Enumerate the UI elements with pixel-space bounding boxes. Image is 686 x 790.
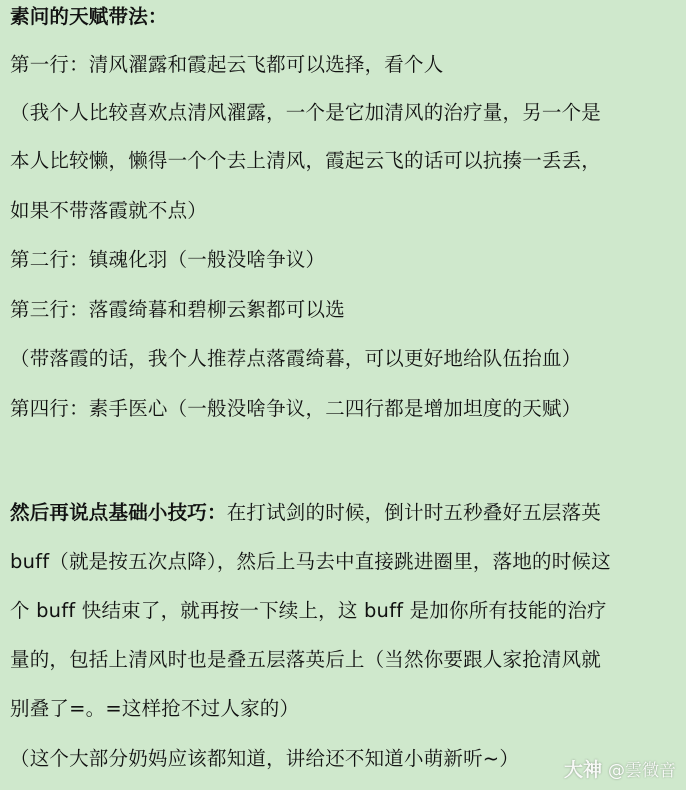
talent-note-line-2: 本人比较懒，懒得一个个去上清风，霞起云飞的话可以抗揍一丢丢， — [10, 149, 602, 172]
tips-line-4: 量的，包括上清风时也是叠五层落英后上（当然你要跟人家抢清风就 — [10, 648, 602, 671]
talent-row-4: 第四行：素手医心（一般没啥争议，二四行都是增加坦度的天赋） — [10, 397, 582, 420]
talent-row-3-note: （带落霞的话，我个人推荐点落霞绮暮，可以更好地给队伍抬血） — [10, 347, 582, 370]
document-title: 素问的天赋带法： — [10, 5, 168, 28]
talent-note-line-1: （我个人比较喜欢点清风濯露，一个是它加清风的治疗量，另一个是 — [10, 101, 602, 124]
tips-line-3: 个 buff 快结束了，就再按一下续上，这 buff 是加你所有技能的治疗 — [10, 599, 607, 622]
tips-line-6: （这个大部分奶妈应该都知道，讲给还不知道小萌新听~） — [10, 747, 520, 770]
watermark-logo: 大神 — [563, 759, 602, 781]
talent-row-3: 第三行：落霞绮暮和碧柳云絮都可以选 — [10, 298, 345, 321]
tips-heading: 然后再说点基础小技巧： — [10, 501, 227, 524]
tips-paragraph-first-line — [10, 500, 680, 526]
watermark-author: @雲徵音 — [608, 761, 676, 781]
talent-note-line-3: 如果不带落霞就不点） — [10, 199, 208, 222]
watermark — [564, 759, 676, 782]
talent-row-2: 第二行：镇魂化羽（一般没啥争议） — [10, 248, 326, 271]
tips-line-5: 别叠了=。=这样抢不过人家的） — [10, 697, 300, 720]
talent-row-1: 第一行：清风濯露和霞起云飞都可以选择，看个人 — [10, 53, 444, 76]
tips-line-2: buff（就是按五次点降），然后上马去中直接跳进圈里，落地的时候这 — [10, 550, 611, 573]
tips-text-start: 在打试剑的时候，倒计时五秒叠好五层落英 — [226, 501, 602, 524]
